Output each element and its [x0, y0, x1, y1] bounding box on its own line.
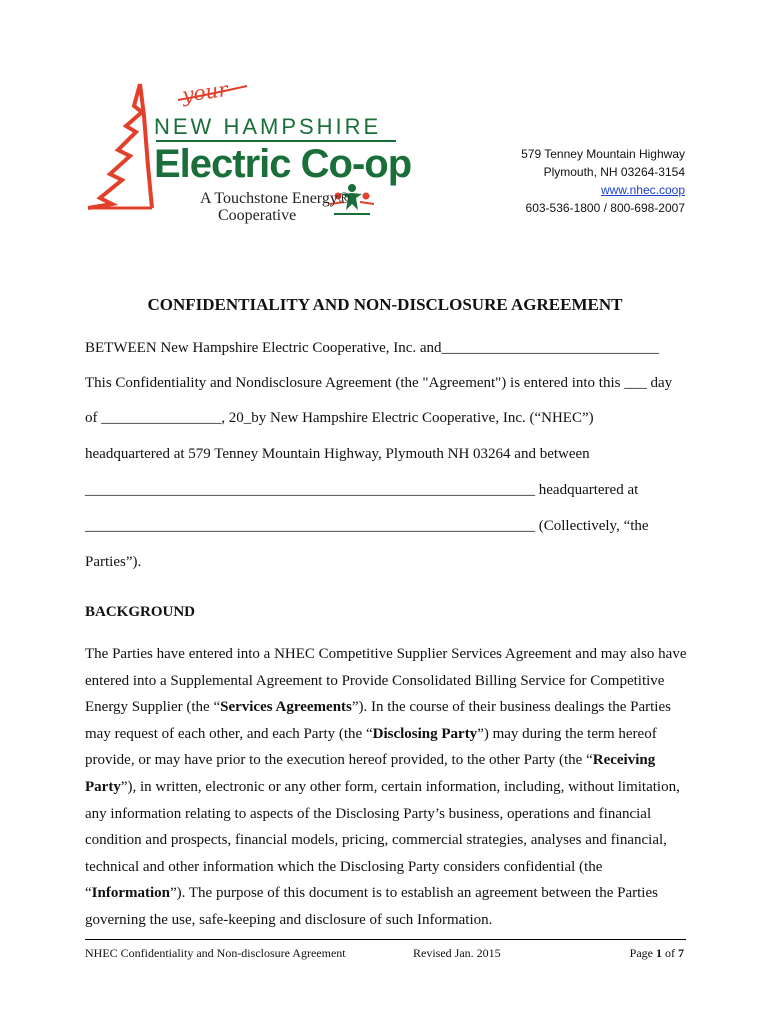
address-phone: 603-536-1800 / 800-698-2007: [525, 201, 685, 215]
footer-doc-name: NHEC Confidentiality and Non-disclosure Agreement: [85, 946, 346, 960]
website-link[interactable]: www.nhec.coop: [600, 183, 685, 197]
footer-revised: Revised Jan. 2015: [413, 946, 501, 960]
address-street: 579 Tenney Mountain Highway: [521, 147, 685, 161]
footer-divider: [85, 939, 686, 940]
nhec-logo: [82, 76, 412, 226]
footer-page-number: [630, 946, 684, 961]
bg-text-4: ”), in written, electronic or any other form, certain information, including, without limitation, any information relating to aspects of the Disclosing Party’s business, operations and financial condition and prospects, financial models, pricing, commercial strategies, analyses and financial, technical and other information which the Disclosing Party considers confidential (the “: [85, 778, 680, 902]
page-prefix: Page: [629, 946, 656, 960]
bg-text-2: ”). In the course of their business dealings the Parties may request of each other, and each Party (the “: [85, 699, 671, 742]
background-paragraph: [85, 641, 690, 934]
page-total: 7: [678, 946, 684, 960]
logo-name-text: Electric Co-op: [154, 142, 412, 186]
bg-text-3: ”) may during the term hereof provide, or may have prior to the execution hereof provided, to the other Party (the “: [85, 725, 657, 769]
intro-line-3: of ________________, 20_by New Hampshire Electric Cooperative, Inc. (“NHEC”): [85, 410, 594, 426]
term-disclosing-party: Disclosing Party: [372, 725, 478, 742]
logo-state-text: NEW HAMPSHIRE: [154, 114, 382, 139]
address-block: [521, 145, 685, 217]
page-mid: of: [662, 946, 678, 960]
logo-tagline-1: A Touchstone Energy®: [200, 190, 350, 207]
address-city: Plymouth, NH 03264-3154: [543, 165, 685, 179]
intro-line-7: Parties”).: [85, 554, 142, 570]
intro-line-1: BETWEEN New Hampshire Electric Cooperative, Inc. and_____________________________: [85, 340, 660, 356]
intro-line-5: ____________________________________________________________ headquartered at: [85, 482, 639, 498]
term-receiving-party: Receiving Party: [85, 752, 656, 795]
intro-line-6: ____________________________________________________________ (Collectively, “the: [85, 518, 649, 534]
bg-text-5: ”). The purpose of this document is to establish an agreement between the Parties governing the use, safe-keeping and disclosure of such Information.: [85, 885, 658, 928]
bg-text-1: The Parties have entered into a NHEC Competitive Supplier Services Agreement and may also have entered into a Supplemental Agreement to Provide Consolidated Billing Service for Competitive Energy Supplier (the “: [85, 646, 687, 716]
logo-your-text: your: [180, 76, 230, 108]
term-services-agreements: Services Agreements: [220, 699, 352, 716]
background-heading: BACKGROUND: [85, 604, 196, 620]
document-title: CONFIDENTIALITY AND NON-DISCLOSURE AGREEMENT: [147, 295, 623, 314]
intro-line-4: headquartered at 579 Tenney Mountain Highway, Plymouth NH 03264 and between: [85, 446, 590, 462]
logo-tagline-2: Cooperative: [218, 207, 297, 224]
term-information: Information: [91, 885, 171, 902]
page-current: 1: [656, 946, 662, 960]
intro-line-2: This Confidentiality and Nondisclosure Agreement (the "Agreement") is entered into this ___ day: [85, 375, 673, 391]
